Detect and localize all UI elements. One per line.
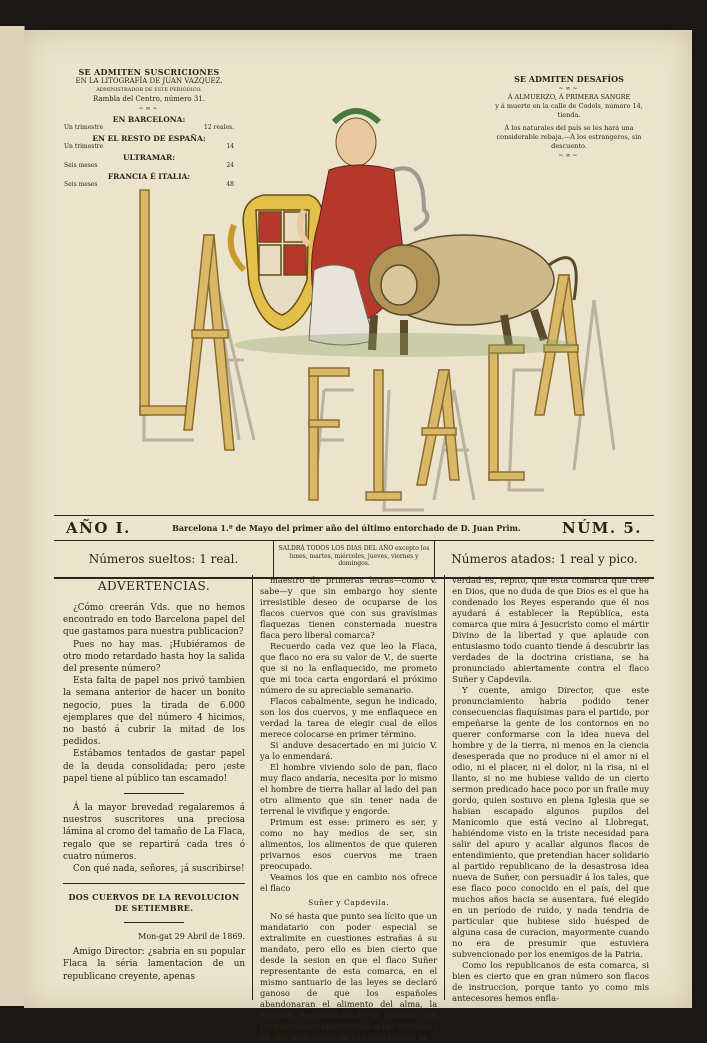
paragraph: ¿Cómo creerán Vds. que no hemos encontrado en todo Barcelona papel del que gastamos para nuestra publicacion?: [63, 603, 246, 638]
column-1: [56, 575, 253, 1000]
challenges-line: Á ALMUERZO, Á PRIMERA SANGRE: [507, 93, 631, 101]
ornament: ~∞~: [558, 152, 580, 159]
section-francia: FRANCIA É ITALIA:: [107, 172, 191, 181]
year-label: AÑO I.: [66, 519, 131, 537]
challenges-heading: SE ADMITEN DESAFÍOS: [514, 74, 624, 84]
paragraph: Y cuente, amigo Director, que este pronunciamiento habria podido tener consecuencias flaquísimas para el partido, por empeñarse la gente de los contornos en no querer conformarse con la idea nueva del hombre y de la tierra, ni menos en la ciencia desesperada que no produce ni el amor ni el odio, ni el placer, ni el dolor, ni la risa, ni el llanto, si no me hubiese valido de un cierto sermon predicado hace poco por un fraile muy gordo, quien sostuvo en plena Iglesia que se habian escapado algunos pupilos del Manicomio que está vecino al Llobregat, habiéndome visto en la triste necesidad para salir del apuro y acallar algunos flacos de entendimiento, que pretendian hacer solidario al partido republicano de la desastrosa idea nueva de Suñer, con persuadir á los tales, que ese flaco poco conocido en el país, del que muchos años hacia se ausentara, fué elegido en un período de ruido, y nada tendria de particular que hubiese sido huésped de alguna casa de curacion, mayormente cuando no era de presumir que estuviera subvencionado por los enemigos de la Patria.: [452, 685, 649, 959]
paragraph: Como los republicanos de esta comarca, si bien es cierto que en gran número son flacos de instruccion, porque tanto yo como mis antecesores hemos enfla-: [452, 960, 649, 1003]
column-2: [253, 575, 445, 1042]
section-barcelona: EN BARCELONA:: [112, 115, 186, 124]
divider: [124, 793, 184, 794]
column-3: [445, 575, 656, 1003]
subscriptions-heading: SE ADMITEN SUSCRICIONES: [78, 67, 220, 77]
price-row: Un trimestre 14: [64, 143, 234, 150]
paragraph: Con qué nada, señores, ¡á suscribirse!: [73, 864, 245, 875]
coat-of-arms: [231, 195, 323, 330]
paragraph: No sé hasta que punto sea lícito que un mandatario con poder especial se extralimite en cuestiones estrañas á su mandato, pero ello es bien cierto que desde la sesion en que el flaco Suñer representante de esta comarca, en el mismo santuario de las leyes se declaró ganoso de que los españoles abandonaran el alimento del alma, la religion, escandalizando la cámara con proposiciones atentatorias á las creencias de una gran parte de sus mandantes, la: [260, 911, 438, 1042]
paragraph: Pues no hay mas. ¡Hubiéramos de otro modo retardado hasta hoy la salida del presente número?: [63, 639, 246, 675]
paragraph: Si anduve desacertado en mi juicio V. ya lo enmendará.: [260, 740, 438, 761]
article-heading: DOS CUERVOS DE LA REVOLUCION DE SETIEMBRE.: [68, 892, 240, 914]
ground: [234, 333, 574, 357]
subheading: Suñer y Capdevila.: [308, 898, 390, 907]
paragraph: Primum est esse: primero es ser, y como no hay medios de ser, sin alimentos, los alimentos de que quieren privarnos esos cuervos me traen preocupado.: [260, 817, 438, 871]
article-columns: [56, 575, 656, 1042]
dateline: Mon-gat 29 Abril de 1869.: [138, 932, 246, 942]
publication-schedule: SALDRÁ TODOS LOS DIAS DEL AÑO excepto los lunes, martes, miércoles, jueves, viernes y domingos.: [273, 541, 435, 577]
single-issue-price: Números sueltos: 1 real.: [88, 552, 239, 566]
newspaper-page: [24, 30, 692, 1042]
section-heading: ADVERTENCIAS.: [97, 579, 211, 593]
divider: [124, 922, 184, 923]
paragraph: Amigo Director: ¿sabria en su popular Flaca la séria lamentacion de un republicano creyente, apenas: [63, 947, 246, 982]
paragraph: Á la mayor brevedad regalaremos á nuestros suscritores una preciosa lámina al cromo del tamaño de La Flaca, regalo que se repartirá cada tres ó cuatro números.: [63, 803, 246, 862]
paragraph: Recuerdo cada vez que leo la Flaca, que flaco no era su valor de V., de suerte que si no la enflaquecido, me prometo que mi toca carta engordará el próximo número de su apreciable semanario.: [260, 641, 438, 695]
section-resto: EN EL RESTO DE ESPAÑA:: [92, 134, 206, 143]
section-ultramar: ULTRAMAR:: [123, 153, 175, 162]
masthead-illustration: [104, 70, 624, 520]
price-row: Seis meses 48: [64, 181, 234, 188]
paragraph: Estábamos tentados de gastar papel de la deuda consolidada; pero ¡este papel tiene al público tan escamado!: [63, 749, 246, 784]
paragraph: maestro de primeras letras—como V. sabe—y que sin embargo hoy siente irresistible deseo de ocuparse de los flacos cuervos que con sus gravísimas flaquezas tienen consternada nuestra flaca pero liberal comarca?: [260, 575, 438, 640]
ornament: ~∞~: [558, 85, 580, 92]
paragraph: Veamos los que en cambio nos ofrece el flaco: [260, 872, 438, 893]
challenges-line: y á muerte en la calle de Codols, número 14, tienda.: [495, 102, 643, 119]
paragraph: Esta falta de papel nos privó tambien la semana anterior de hacer un bonito negocio, pues la tirada de 6.000 ejemplares que del número 4 hicimos, no bastó á cubrir la mitad de los pedidos.: [63, 676, 246, 748]
paragraph: verdad es, repito, que esta comarca que cree en Dios, que no duda de que Dios es el que ha condenado los Reyes esperando que él nos ayudará á establecer la República, esta comarca que mira á Jesucristo como el mártir Divino de la libertad y que aplaude con entusiasmo todo cuanto tiende á descubrir las verdades de la doctrina cristiana, se ha pronunciado abiertamente contra el flaco Suñer y Capdevila.: [452, 575, 649, 684]
ornament: ~∞~: [138, 105, 160, 112]
subscriptions-line: Rambla del Centro, número 31.: [93, 95, 205, 103]
subscriptions-line: EN LA LITOGRAFÍA DE JUAN VAZQUEZ.: [75, 77, 223, 85]
subscriptions-line: ADMINISTRADOR DE ESTE PERIÓDICO.: [96, 87, 202, 93]
previous-page-edge: [0, 26, 25, 1006]
price-row: Seis meses 24: [64, 162, 234, 169]
issue-date: Barcelona 1.º de Mayo del primer año del último entorchado de D. Juan Prim.: [172, 523, 521, 533]
divider: [63, 883, 245, 884]
issue-number: NÚM. 5.: [561, 519, 642, 537]
price-row: Un trimestre 12 reales.: [64, 124, 234, 131]
paragraph: El hombre viviendo solo de pan, flaco muy flaco andaría, necesita por lo mismo el hombre de tierra hallar al lado del pan otro alimento que sin tener nada de terrenal le vivifique y engorde.: [260, 762, 438, 816]
challenges-line: Á los naturales del país se les hará una considerable rebaja.—Á los estrangeros, sin descuento.: [496, 124, 642, 150]
masthead-bar: [54, 515, 654, 579]
bundled-issue-price: Números atados: 1 real y pico.: [451, 552, 638, 566]
paragraph: Flacos cabalmente, segun he indicado, son los dos cuervos, y me enflaquece en verdad la tarea de elegir cual de ellos merece colocarse en primer término.: [260, 696, 438, 739]
